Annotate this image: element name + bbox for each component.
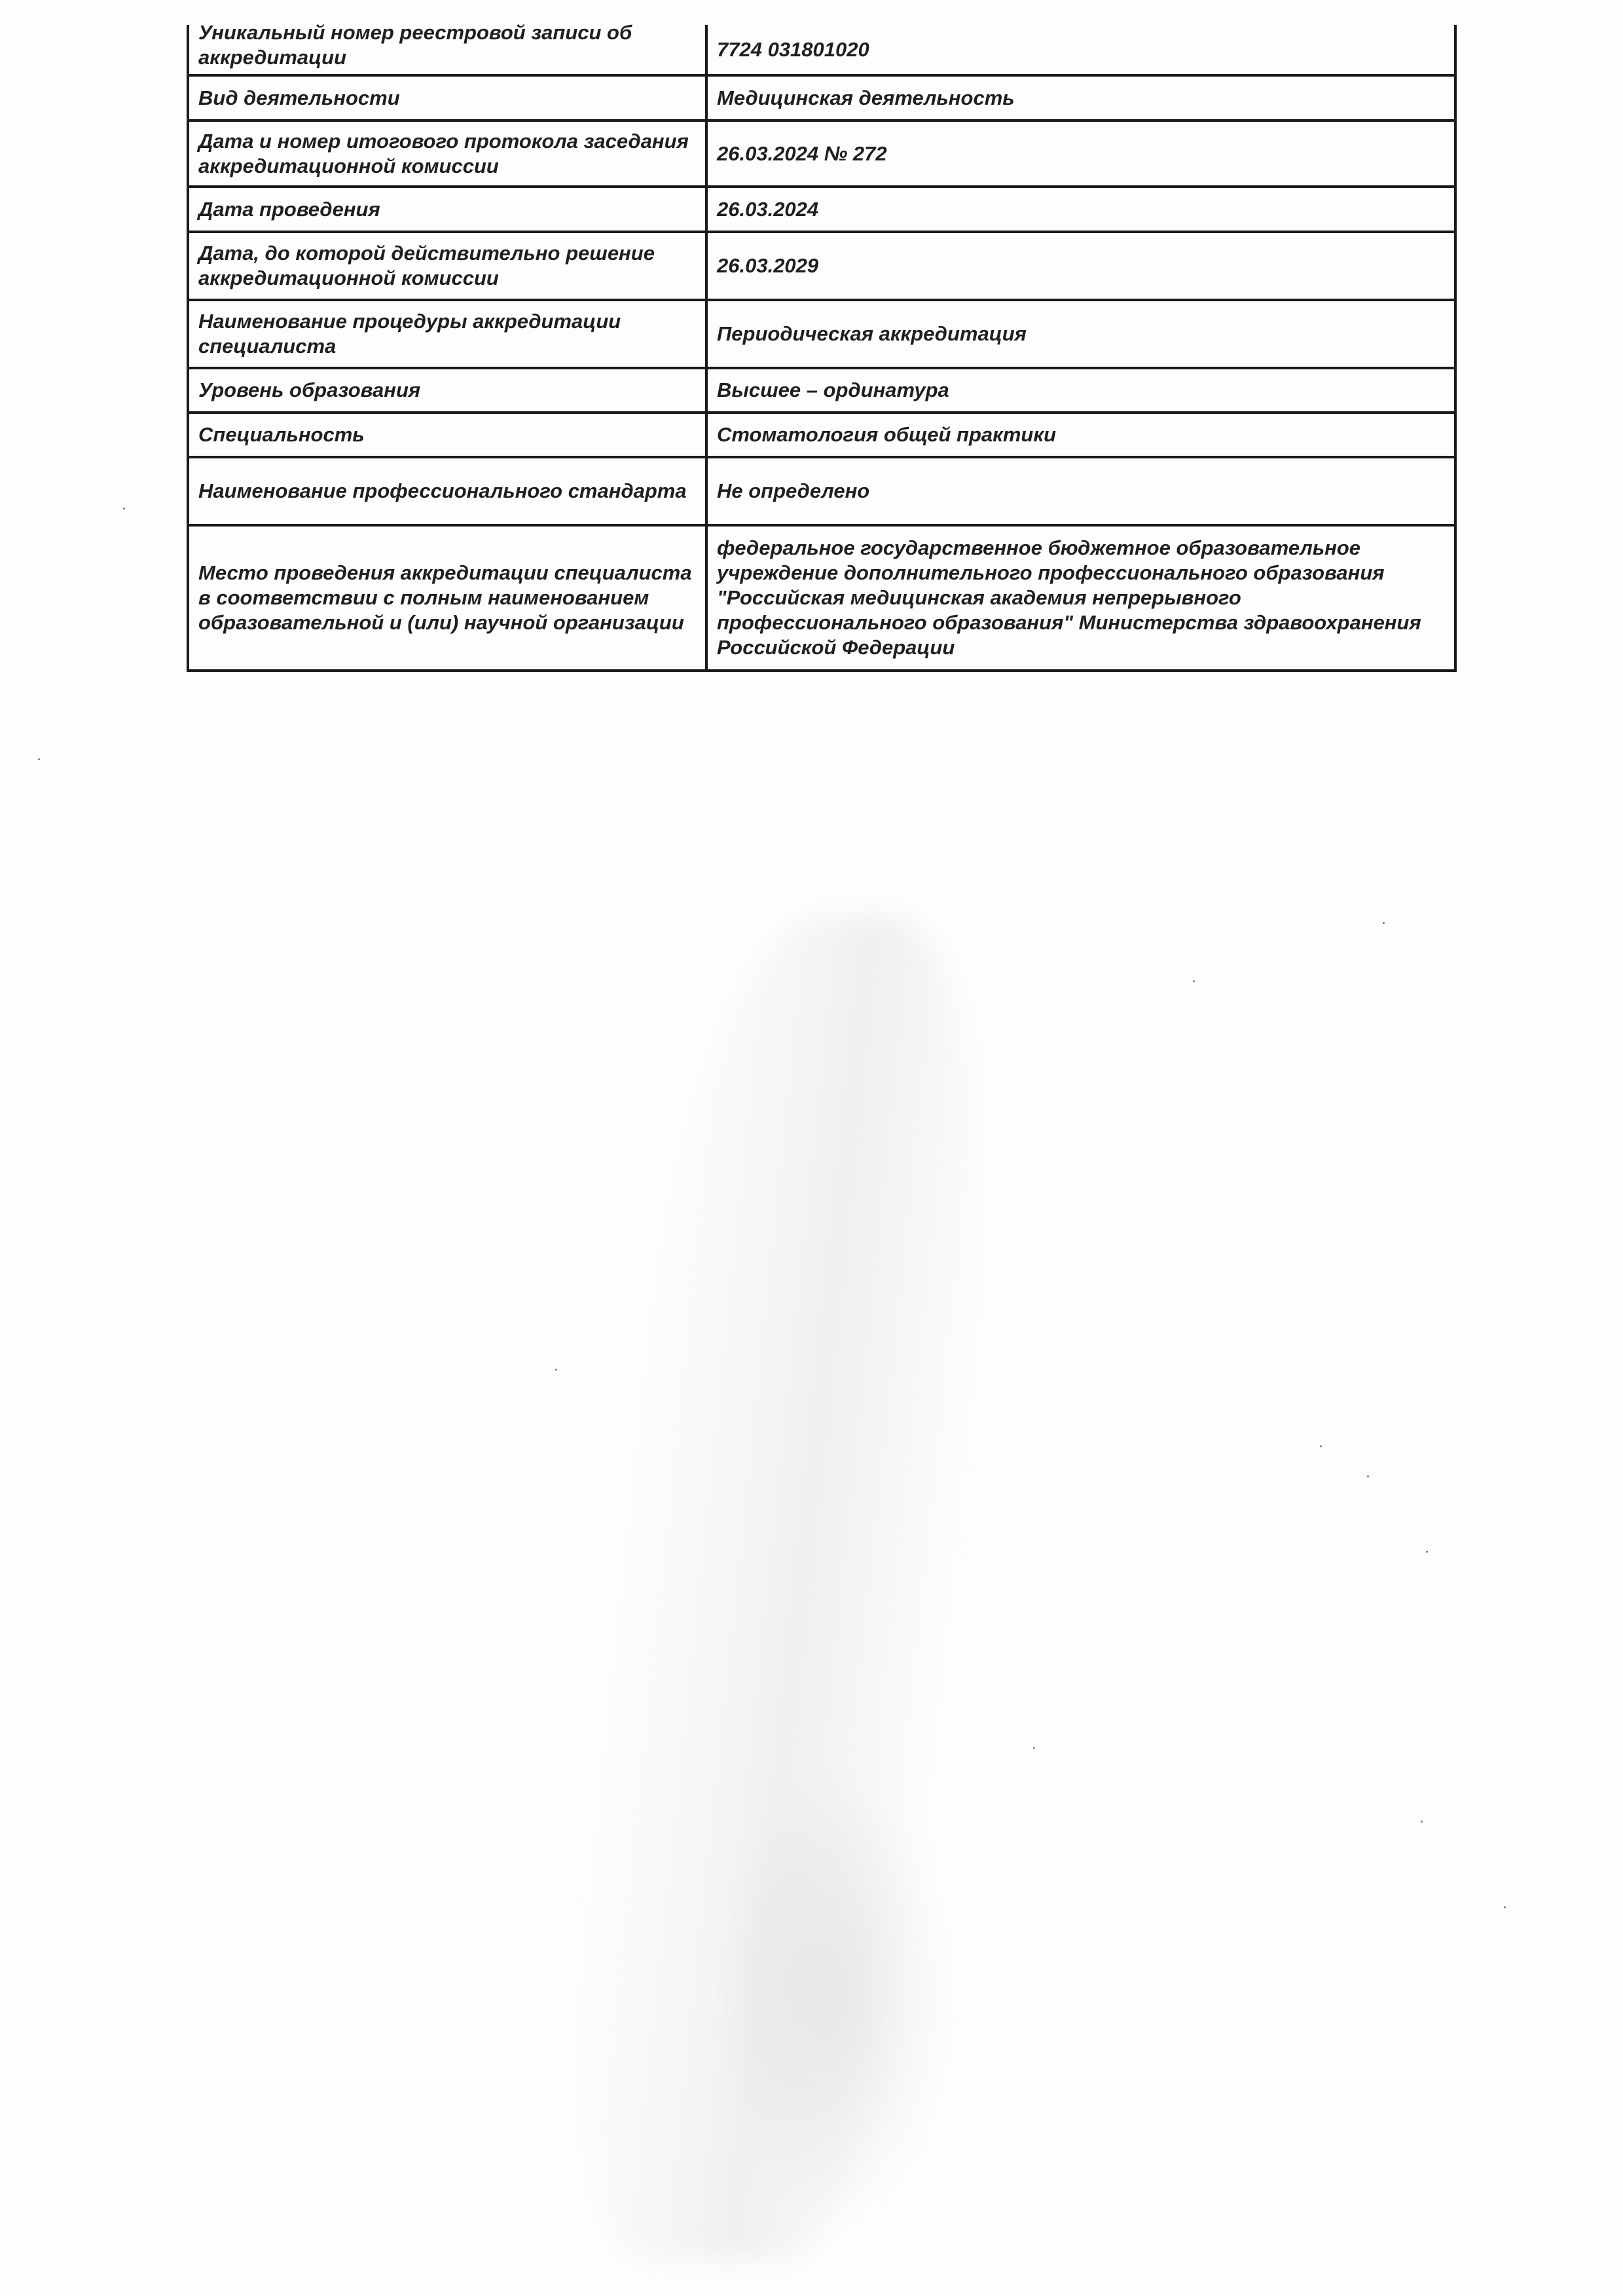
table-row: [188, 368, 1455, 413]
scan-speck: [1421, 1821, 1423, 1823]
row-label: Уровень образования: [188, 368, 706, 413]
scan-speck: [1033, 1747, 1035, 1749]
scan-speck: [1320, 1445, 1322, 1447]
table-row: [188, 187, 1455, 232]
row-label: Вид деятельности: [188, 75, 706, 120]
scan-speck: [555, 1369, 557, 1371]
row-value: Не определено: [706, 457, 1455, 525]
row-label: Специальность: [188, 413, 706, 457]
row-value: Стоматология общей практики: [706, 413, 1455, 457]
row-value: 7724 031801020: [706, 25, 1455, 75]
row-label: Дата, до которой действительно решение аккредитационной комиссии: [188, 232, 706, 300]
scan-speck: [1367, 1475, 1369, 1477]
row-value: Медицинская деятельность: [706, 75, 1455, 120]
scan-speck: [1193, 980, 1195, 982]
table-row: [188, 75, 1455, 120]
scan-speck: [123, 508, 125, 509]
table-row: [188, 120, 1455, 187]
scan-speck: [1504, 1906, 1506, 1908]
row-value: Высшее – ординатура: [706, 368, 1455, 413]
row-value: 26.03.2029: [706, 232, 1455, 300]
table-row: [188, 413, 1455, 457]
table-row: [188, 300, 1455, 368]
row-label: Дата и номер итогового протокола заседания аккредитационной комиссии: [188, 120, 706, 187]
table-row: [188, 232, 1455, 300]
row-value: 26.03.2024 № 272: [706, 120, 1455, 187]
row-label: Наименование процедуры аккредитации специалиста: [188, 300, 706, 368]
row-value: 26.03.2024: [706, 187, 1455, 232]
table-row: [188, 525, 1455, 671]
scan-shadow-lower: [720, 1768, 956, 2227]
row-label: Уникальный номер реестровой записи об аккредитации: [188, 25, 706, 75]
row-label: Наименование профессионального стандарта: [188, 457, 706, 525]
row-value: федеральное государственное бюджетное образовательное учреждение дополнительного профессионального образования "Российская медицинская академия непрерывного профессионального образования" Министерства здравоохранения Российской Федерации: [706, 525, 1455, 671]
scan-speck: [38, 758, 40, 760]
row-label: Место проведения аккредитации специалиста в соответствии с полным наименованием образовательной и (или) научной организации: [188, 525, 706, 671]
row-value: Периодическая аккредитация: [706, 300, 1455, 368]
table-row: [188, 25, 1455, 75]
accreditation-table: [187, 20, 1457, 672]
table-row: [188, 457, 1455, 525]
scan-speck: [1426, 1551, 1428, 1553]
row-label: Дата проведения: [188, 187, 706, 232]
scan-speck: [1383, 922, 1385, 924]
